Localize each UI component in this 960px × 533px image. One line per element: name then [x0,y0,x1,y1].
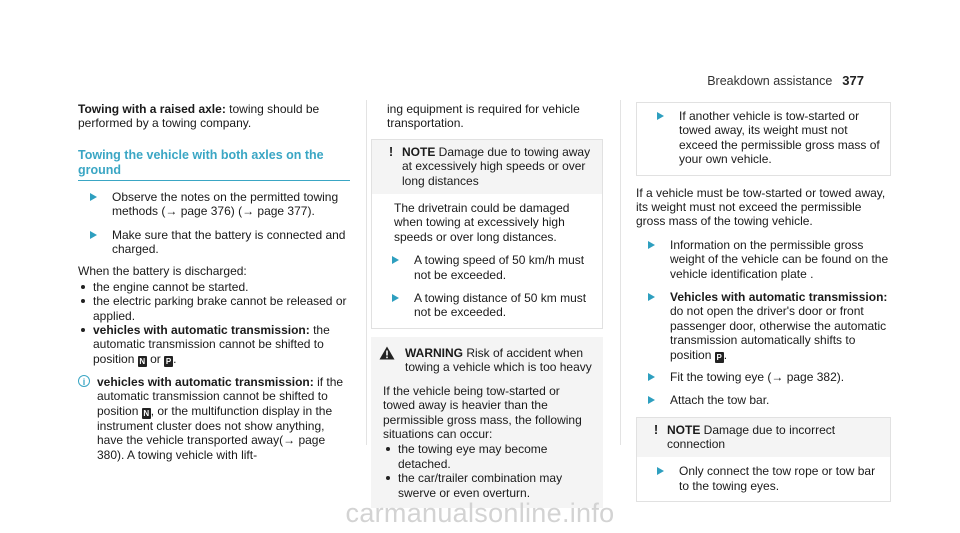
arrow-bullet-icon [657,467,664,475]
info-text-2: , or the multifunction display in the instrument cluster does not show anything, have the vehicle transported away(→ page 380). A towing vehicle with lift- [97,403,333,462]
continued-paragraph: ing equipment is required for vehicle transportation. [387,102,580,131]
step-item [636,238,891,281]
arrow-bullet-icon [648,241,655,249]
column-3 [636,102,891,502]
step-text: Observe the notes on the permitted towing methods (→ page 376) (→ page 377). [112,189,339,219]
step-text: Fit the towing eye (→ page 382). [670,369,845,384]
list-item: the towing eye may become detached. [383,442,595,471]
warning-title: Risk of accident when towing a vehicle which is too heavy [405,345,592,375]
gear-p-icon: P [716,352,722,362]
note-text: The drivetrain could be damaged when towing at excessively high speeds or over long distances. [394,201,570,244]
step-text: If another vehicle is tow-started or towed away, its weight must not exceed the permissible gross mass of your own vehicle. [679,109,880,167]
note-body [637,457,890,501]
warning-label: WARNING [405,345,463,360]
arrow-bullet-icon [90,193,97,201]
bold-label: vehicles with automatic transmission: [93,323,310,338]
arrow-bullet-icon [648,396,655,404]
note-box [636,417,891,503]
gear-p-icon: P [165,356,172,366]
section-title: Breakdown assistance [707,74,833,88]
raised-axle-paragraph [78,102,350,131]
battery-paragraph: When the battery is discharged: [78,264,247,279]
page-number: 377 [842,73,864,88]
info-note [78,375,350,462]
warning-header [379,346,595,375]
warning-box [371,337,603,508]
list-item: the electric parking brake cannot be released or applied. [78,294,350,323]
step-item [636,370,891,384]
step-text: Attach the tow bar. [670,393,770,408]
info-box [636,102,891,176]
step-text: do not open the driver's door or front passenger door, otherwise the automatic transmission automatically shifts to position [670,304,887,362]
step-text: Make sure that the battery is connected and charged. [112,227,346,257]
step-text: A towing distance of 50 km must not be exceeded. [414,291,587,320]
arrow-bullet-icon [392,256,399,264]
exclamation-icon: ! [388,143,394,159]
step-text: Information on the permissible gross weight of the vehicle can be found on the vehicle identification plate . [670,237,889,281]
arrow-bullet-icon [657,112,664,120]
watermark: carmanualsonline.info [345,498,615,528]
exclamation-icon: ! [653,421,659,437]
step-text: Only connect the tow rope or tow bar to the towing eyes. [679,464,876,493]
step-item: Vehicles with automatic transmission: do not open the driver's door or front passenger door, otherwise the automatic transmission automatically shifts to position P . [636,290,891,363]
info-bold: vehicles with automatic transmission: [97,374,314,389]
battery-list [78,280,350,367]
bold-label: Vehicles with automatic transmission: [670,290,888,305]
list-item: vehicles with automatic transmission: the automatic transmission cannot be shifted to position N or P . [78,323,350,367]
list-text: the automatic transmission cannot be shifted to position [93,323,330,366]
arrow-bullet-icon [648,293,655,301]
note-box [371,139,603,329]
note-header [637,418,890,458]
step-item [645,464,882,493]
column-2 [371,102,603,508]
note-label: NOTE [667,422,701,437]
list-item: the engine cannot be started. [78,280,350,294]
info-text: if the automatic transmission cannot be shifted to position [97,374,344,418]
step-item [78,228,350,257]
step-item [380,253,594,282]
running-header [707,73,864,88]
warning-triangle-icon [379,346,405,375]
or-text: or [150,351,161,366]
list-item: the car/trailer combination may swerve or even overturn. [383,471,595,500]
arrow-bullet-icon [392,294,399,302]
step-item [380,291,594,320]
step-item [78,190,350,219]
warning-text: If the vehicle being tow-started or towed away is heavier than the permissible gross mass, the following situations can occur: [383,383,582,441]
raised-axle-label: Towing with a raised axle: [78,102,226,116]
column-divider [620,100,621,445]
note-header [372,140,602,194]
gear-n-icon: N [139,356,146,366]
column-divider [366,100,367,445]
note-body [372,194,602,328]
warning-list [379,442,595,500]
note-title: Damage due to incorrect connection [667,422,836,451]
raised-axle-text: towing should be performed by a towing company. [78,102,320,131]
step-text: A towing speed of 50 km/h must not be exceeded. [414,253,585,282]
note-title: Damage due to towing away at excessively high speeds or over long distances [402,144,591,188]
towed-weight-paragraph: If a vehicle must be tow-started or towed away, its weight must not exceed the permissible gross mass of the towing vehicle. [636,185,886,229]
info-icon: i [78,375,90,387]
section-heading: Towing the vehicle with both axles on the ground [78,148,350,181]
note-label: NOTE [402,144,436,159]
step-item [645,109,882,167]
arrow-bullet-icon [90,231,97,239]
step-item [636,393,891,407]
arrow-bullet-icon [648,373,655,381]
column-1 [78,102,350,462]
gear-n-icon: N [143,408,150,418]
